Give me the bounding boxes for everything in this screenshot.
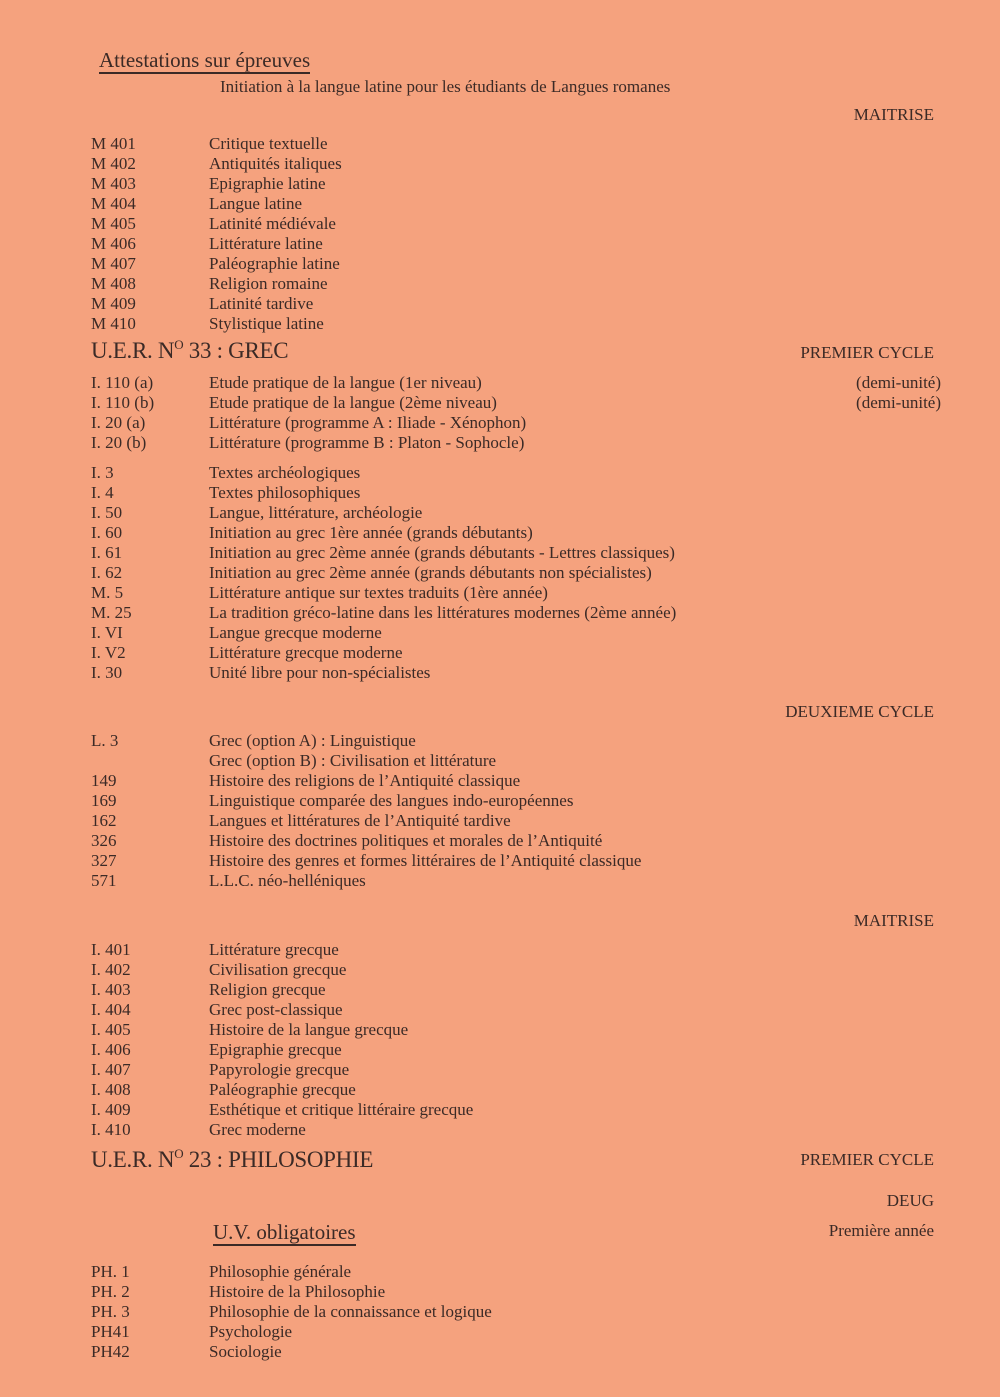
list-item: [91, 563, 941, 583]
item-label: Grec moderne: [209, 1120, 306, 1139]
philo-list: [91, 1262, 941, 1362]
item-label: Civilisation grecque: [209, 960, 347, 979]
list-item: [91, 771, 941, 791]
heading-suffix: 33 : GREC: [183, 338, 289, 363]
item-code: 149: [91, 771, 117, 790]
item-label: Histoire des religions de l’Antiquité classique: [209, 771, 521, 790]
item-code: I. 410: [91, 1120, 131, 1139]
list-item: [91, 831, 941, 851]
list-item: [91, 980, 941, 1000]
attestations-title: [99, 48, 310, 72]
grec-maitrise-list: [91, 940, 941, 1140]
list-item: [91, 393, 941, 413]
item-code: M. 25: [91, 603, 132, 622]
list-item: [91, 623, 941, 643]
item-label: Histoire de la Philosophie: [209, 1282, 386, 1301]
item-label: Philosophie de la connaissance et logique: [209, 1302, 492, 1321]
item-code: I. 3: [91, 463, 114, 482]
attestations-level-label: MAITRISE: [853, 105, 934, 124]
item-code: PH42: [91, 1342, 130, 1361]
item-code: I. 402: [91, 960, 131, 979]
list-item: [91, 134, 941, 154]
item-label: Stylistique latine: [209, 314, 324, 333]
item-label: Psychologie: [209, 1322, 293, 1341]
list-item: [91, 1000, 941, 1020]
item-code: I. 62: [91, 563, 123, 582]
list-item: [91, 1282, 941, 1302]
item-code: I. 50: [91, 503, 123, 522]
list-item: [91, 294, 941, 314]
item-label: Sociologie: [209, 1342, 282, 1361]
item-code: I. 4: [91, 483, 114, 502]
item-label: Unité libre pour non-spécialistes: [209, 663, 431, 682]
list-item: [91, 1120, 941, 1140]
item-label: Langue grecque moderne: [209, 623, 382, 642]
item-label: Grec (option B) : Civilisation et littérature: [209, 751, 497, 770]
item-code: I. 409: [91, 1100, 131, 1119]
list-item: [91, 1100, 941, 1120]
item-label: Initiation au grec 2ème année (grands débutants - Lettres classiques): [209, 543, 675, 562]
item-code: I. V2: [91, 643, 126, 662]
heading-sup: O: [174, 1146, 184, 1161]
list-item: [91, 1342, 941, 1362]
list-item: [91, 523, 941, 543]
item-label: Langues et littératures de l’Antiquité tardive: [209, 811, 511, 830]
item-label: Etude pratique de la langue (1er niveau): [209, 373, 482, 392]
item-code: PH. 2: [91, 1282, 130, 1301]
list-item: [91, 214, 941, 234]
item-code: I. 61: [91, 543, 123, 562]
list-item: [91, 1262, 941, 1282]
item-note: (demi-unité): [856, 393, 941, 412]
philo-annee-label: Première année: [828, 1221, 934, 1240]
item-code: I. 20 (a): [91, 413, 146, 432]
list-item: [91, 543, 941, 563]
item-code: M 409: [91, 294, 136, 313]
list-item: [91, 851, 941, 871]
list-item: [91, 254, 941, 274]
item-label: Critique textuelle: [209, 134, 328, 153]
item-label: Histoire des doctrines politiques et morales de l’Antiquité: [209, 831, 603, 850]
item-code: M 408: [91, 274, 136, 293]
uv-obligatoires-title: [213, 1220, 356, 1244]
list-item: [91, 503, 941, 523]
item-code: PH. 1: [91, 1262, 130, 1281]
heading-sup: O: [174, 337, 184, 352]
list-item: [91, 583, 941, 603]
list-item: [91, 483, 941, 503]
list-item: [91, 314, 941, 334]
attestations-list: [91, 134, 941, 334]
list-item: [91, 940, 941, 960]
item-code: 326: [91, 831, 117, 850]
item-label: Religion grecque: [209, 980, 326, 999]
item-label: Initiation au grec 1ère année (grands débutants): [209, 523, 533, 542]
item-label: Langue, littérature, archéologie: [209, 503, 423, 522]
item-label: Religion romaine: [209, 274, 328, 293]
grec-maitrise-label: MAITRISE: [853, 911, 934, 930]
list-item: [91, 751, 941, 771]
uv-obligatoires-text: U.V. obligatoires: [213, 1220, 356, 1244]
item-label: Paléographie grecque: [209, 1080, 356, 1099]
uer-philosophie-heading: [91, 1147, 373, 1173]
list-item: [91, 194, 941, 214]
item-label: Histoire de la langue grecque: [209, 1020, 409, 1039]
item-code: I. 407: [91, 1060, 131, 1079]
list-item: [91, 643, 941, 663]
item-label: Grec post-classique: [209, 1000, 343, 1019]
philo-premier-cycle-label: PREMIER CYCLE: [800, 1150, 934, 1169]
item-code: I. 60: [91, 523, 123, 542]
item-label: Latinité médiévale: [209, 214, 336, 233]
item-code: M. 5: [91, 583, 124, 602]
item-label: Grec (option A) : Linguistique: [209, 731, 416, 750]
item-code: 327: [91, 851, 117, 870]
item-code: I. 110 (b): [91, 393, 155, 412]
item-label: Antiquités italiques: [209, 154, 342, 173]
item-label: Latinité tardive: [209, 294, 314, 313]
list-item: [91, 373, 941, 393]
list-item: [91, 1322, 941, 1342]
item-label: La tradition gréco-latine dans les littératures modernes (2ème année): [209, 603, 677, 622]
heading-prefix: U.E.R. N: [91, 338, 175, 363]
item-note: (demi-unité): [856, 373, 941, 392]
item-label: Littérature (programme B : Platon - Sophocle): [209, 433, 525, 452]
item-label: Initiation au grec 2ème année (grands débutants non spécialistes): [209, 563, 652, 582]
item-code: I. 30: [91, 663, 123, 682]
item-label: L.L.C. néo-helléniques: [209, 871, 366, 890]
item-code: M 405: [91, 214, 136, 233]
item-code: M 404: [91, 194, 136, 213]
list-item: [91, 811, 941, 831]
list-item: [91, 603, 941, 623]
heading-suffix: 23 : PHILOSOPHIE: [183, 1147, 374, 1172]
uer-grec-heading: [91, 338, 288, 364]
item-label: Langue latine: [209, 194, 302, 213]
item-code: I. 403: [91, 980, 131, 999]
item-code: M 402: [91, 154, 136, 173]
item-code: PH. 3: [91, 1302, 130, 1321]
item-label: Littérature antique sur textes traduits (1ère année): [209, 583, 548, 602]
list-item: [91, 663, 941, 683]
list-item: [91, 1020, 941, 1040]
item-code: M 406: [91, 234, 136, 253]
item-label: Histoire des genres et formes littéraires de l’Antiquité classique: [209, 851, 642, 870]
list-item: [91, 274, 941, 294]
item-code: PH41: [91, 1322, 130, 1341]
item-label: Epigraphie latine: [209, 174, 326, 193]
item-code: I. VI: [91, 623, 123, 642]
item-code: M 407: [91, 254, 136, 273]
list-item: [91, 1080, 941, 1100]
item-label: Linguistique comparée des langues indo-européennes: [209, 791, 574, 810]
item-label: Textes archéologiques: [209, 463, 361, 482]
list-item: [91, 234, 941, 254]
list-item: [91, 154, 941, 174]
item-label: Littérature (programme A : Iliade - Xénophon): [209, 413, 527, 432]
list-item: [91, 433, 941, 453]
grec-premier-cycle-label: PREMIER CYCLE: [800, 343, 934, 362]
heading-prefix: U.E.R. N: [91, 1147, 175, 1172]
list-item: [91, 174, 941, 194]
item-label: Littérature latine: [209, 234, 323, 253]
item-label: Papyrologie grecque: [209, 1060, 350, 1079]
item-label: Littérature grecque: [209, 940, 339, 959]
list-item: [91, 791, 941, 811]
list-item: [91, 463, 941, 483]
item-label: Esthétique et critique littéraire grecque: [209, 1100, 474, 1119]
item-code: M 403: [91, 174, 136, 193]
item-code: I. 404: [91, 1000, 131, 1019]
item-code: L. 3: [91, 731, 119, 750]
list-item: [91, 413, 941, 433]
list-item: [91, 1060, 941, 1080]
list-item: [91, 1040, 941, 1060]
item-code: I. 408: [91, 1080, 131, 1099]
item-label: Philosophie générale: [209, 1262, 352, 1281]
item-code: I. 110 (a): [91, 373, 154, 392]
philo-deug-label: DEUG: [886, 1191, 934, 1210]
list-item: [91, 871, 941, 891]
item-code: I. 405: [91, 1020, 131, 1039]
item-label: Paléographie latine: [209, 254, 340, 273]
item-code: 162: [91, 811, 117, 830]
item-code: I. 406: [91, 1040, 131, 1059]
list-item: [91, 731, 941, 751]
item-code: 571: [91, 871, 117, 890]
list-item: [91, 1302, 941, 1322]
item-code: M 401: [91, 134, 136, 153]
grec-deuxieme-cycle-label: DEUXIEME CYCLE: [785, 702, 934, 721]
item-label: Textes philosophiques: [209, 483, 361, 502]
item-label: Epigraphie grecque: [209, 1040, 342, 1059]
item-code: I. 20 (b): [91, 433, 147, 452]
item-code: M 410: [91, 314, 136, 333]
grec-premier-list-a: [91, 373, 941, 453]
item-code: I. 401: [91, 940, 131, 959]
attestations-subtitle: Initiation à la langue latine pour les étudiants de Langues romanes: [220, 77, 671, 96]
grec-premier-list-b: [91, 463, 941, 683]
attestations-title-text: Attestations sur épreuves: [99, 48, 311, 72]
item-label: Littérature grecque moderne: [209, 643, 403, 662]
list-item: [91, 960, 941, 980]
grec-deuxieme-list: [91, 731, 941, 891]
item-code: 169: [91, 791, 117, 810]
item-label: Etude pratique de la langue (2ème niveau): [209, 393, 497, 412]
